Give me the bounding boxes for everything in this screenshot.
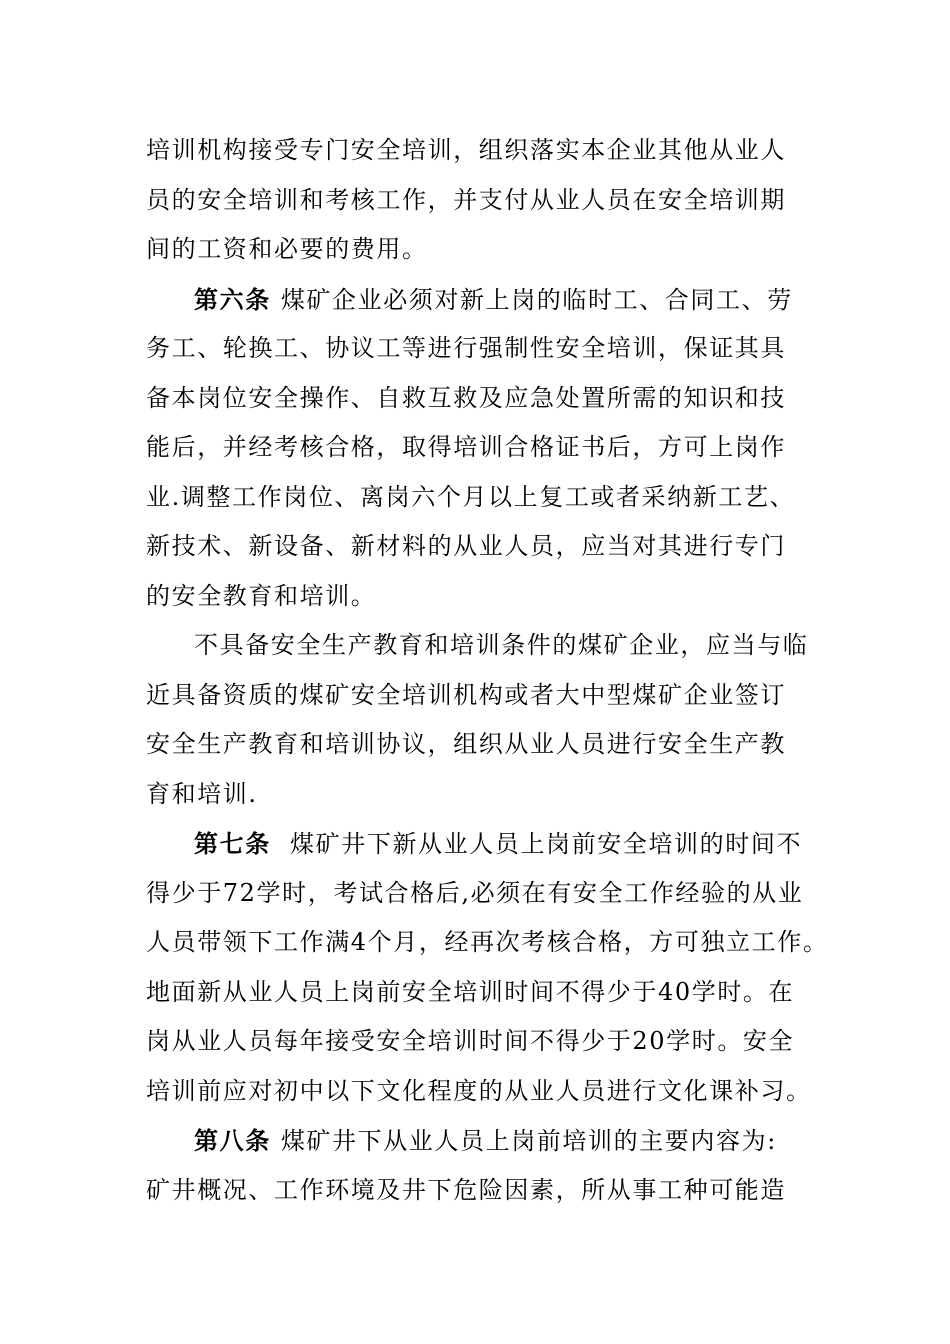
text-line: 培训机构接受专门安全培训，组织落实本企业其他从业人 <box>146 136 786 164</box>
text-line: 能后，并经考核合格，取得培训合格证书后，方可上岗作 <box>146 433 786 461</box>
text-line: 得少于72学时，考试合格后,必须在有安全工作经验的从业 <box>146 878 804 907</box>
text-line: 员的安全培训和考核工作，并支付从业人员在安全培训期 <box>146 185 786 214</box>
article-number: 第六条 <box>194 284 271 314</box>
text-line: 岗从业人员每年接受安全培训时间不得少于20学时。安全 <box>146 1027 795 1055</box>
article-text: 煤矿井下从业人员上岗前培训的主要内容为: <box>280 1127 777 1155</box>
article-7-first-line <box>146 819 818 869</box>
text-line: 备本岗位安全操作、自救互救及应急处置所需的知识和技 <box>146 383 786 412</box>
article-6-first-line <box>146 275 818 325</box>
text-line: 新技术、新设备、新材料的从业人员，应当对其进行专门 <box>146 532 786 560</box>
text-line: 务工、轮换工、协议工等进行强制性安全培训，保证其具 <box>146 334 786 362</box>
article-number: 第七条 <box>194 829 271 858</box>
article-text: 煤矿井下新从业人员上岗前安全培训的时间不 <box>280 830 803 858</box>
text-line: 近具备资质的煤矿安全培训机构或者大中型煤矿企业签订 <box>146 680 786 709</box>
text-line: 地面新从业人员上岗前安全培训时间不得少于40学时。在 <box>146 977 795 1006</box>
text-line: 培训前应对初中以下文化程度的从业人员进行文化课补习。 <box>146 1076 812 1105</box>
paragraph-first-line: 不具备安全生产教育和培训条件的煤矿企业，应当与临 <box>194 631 809 659</box>
article-text: 煤矿企业必须对新上岗的临时工、合同工、劳 <box>280 285 793 314</box>
text-line: 矿井概况、工作环境及井下危险因素，所从事工种可能造 <box>146 1175 786 1204</box>
text-line: 安全生产教育和培训协议，组织从业人员进行安全生产教 <box>146 730 786 758</box>
article-number: 第八条 <box>194 1126 271 1155</box>
text-line: 的安全教育和培训。 <box>146 581 377 610</box>
document-body <box>146 126 829 1215</box>
text-line: 间的工资和必要的费用。 <box>146 235 428 263</box>
article-8-first-line <box>146 1116 818 1166</box>
text-line: 育和培训. <box>146 779 258 808</box>
text-line: 人员带领下工作满4个月，经再次考核合格，方可独立工作。 <box>146 928 829 956</box>
text-line: 业.调整工作岗位、离岗六个月以上复工或者采纳新工艺、 <box>146 482 796 511</box>
